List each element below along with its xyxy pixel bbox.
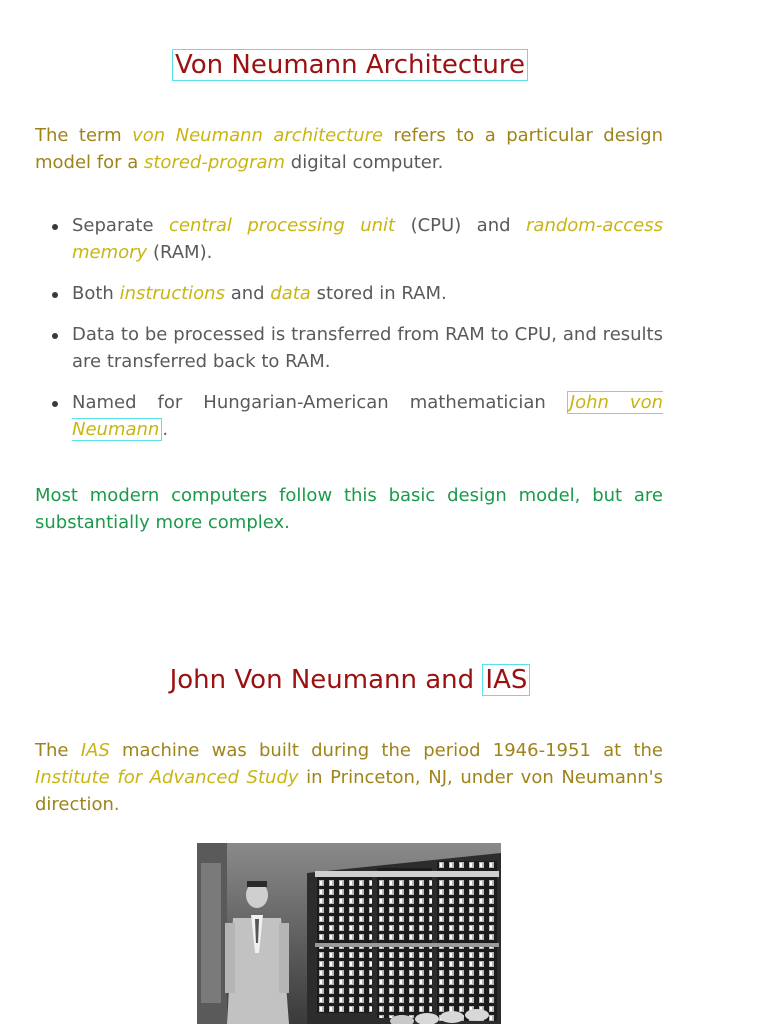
title-link[interactable]: Von Neumann Architecture — [172, 49, 528, 81]
section-title — [0, 50, 700, 80]
intro-paragraph: The term von Neumann architecture refers to a particular design model for a stored-program digital computer. — [35, 125, 664, 173]
list-item: Data to be processed is transferred from RAM to CPU, and results are transferred back to RAM. — [35, 321, 663, 375]
ias-machine-photo — [197, 843, 501, 1024]
bullet-icon — [52, 333, 58, 339]
photo-image — [197, 843, 501, 1024]
term-stored-program: stored-program — [144, 152, 286, 173]
list-item: Named for Hungarian-American mathematician John von Neumann . — [35, 389, 663, 443]
john-von-neumann-link[interactable]: John von Neumann — [72, 392, 663, 440]
bullet-icon — [52, 292, 58, 298]
ias-link[interactable]: IAS — [482, 664, 530, 696]
closing-paragraph: Most modern computers follow this basic design model, but are substantially more complex. — [35, 485, 663, 533]
list-item: Separate central processing unit (CPU) and random-access memory (RAM). — [35, 212, 663, 266]
feature-list — [35, 212, 663, 457]
list-item: Both instructions and data stored in RAM. — [35, 280, 663, 307]
ias-paragraph: The IAS machine was built during the period 1946-1951 at the Institute for Advanced Study in Princeton, NJ, under von Neumann's direction. — [35, 740, 663, 815]
bullet-icon — [52, 224, 58, 230]
section-title-ias: John Von Neumann and IAS — [0, 665, 700, 695]
term-von-neumann-architecture: von Neumann architecture — [132, 125, 384, 146]
bullet-icon — [52, 401, 58, 407]
